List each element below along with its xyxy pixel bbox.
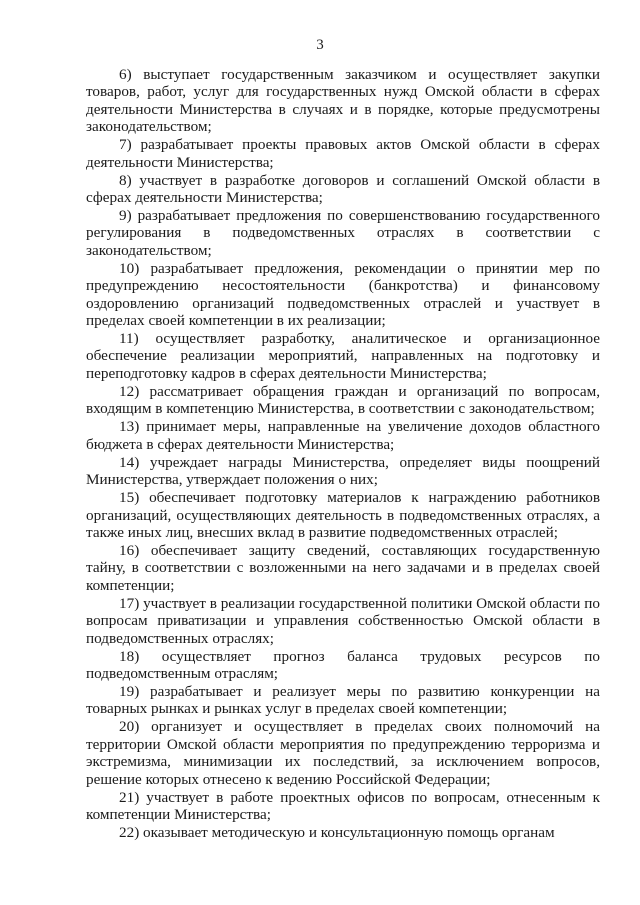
document-body: [86, 66, 600, 842]
list-item: 7) разрабатывает проекты правовых актов Омской области в сферах деятельности Министерства;: [86, 136, 600, 171]
list-item: 14) учреждает награды Министерства, определяет виды поощрений Министерства, утверждает положения о них;: [86, 453, 600, 489]
list-item: 9) разрабатывает предложения по совершенствованию государственного регулирования в подведомственных отраслях в соответствии с законодательством;: [86, 207, 600, 259]
list-item: 20) организует и осуществляет в пределах своих полномочий на территории Омской области мероприятия по предупреждению терроризма и экстремизма, минимизации их последствий, за исключением вопросов, решение которых отнесено к ведению Российской Федерации;: [86, 718, 600, 788]
list-item: 8) участвует в разработке договоров и соглашений Омской области в сферах деятельности Министерства;: [86, 171, 600, 207]
list-item: 19) разрабатывает и реализует меры по развитию конкуренции на товарных рынках и рынках услуг в пределах своей компетенции;: [86, 682, 600, 718]
list-item: 12) рассматривает обращения граждан и организаций по вопросам, входящим в компетенцию Министерства, в соответствии с законодательством;: [86, 382, 600, 418]
list-item: 22) оказывает методическую и консультационную помощь органам: [119, 823, 555, 841]
list-item: 17) участвует в реализации государственной политики Омской области по вопросам приватизации и управления собственностью Омской области в подведомственных отраслях;: [86, 594, 600, 647]
list-item: 11) осуществляет разработку, аналитическое и организационное обеспечение реализации мероприятий, направленных на подготовку и переподготовку кадров в сферах деятельности Министерства;: [86, 330, 600, 382]
list-item: 6) выступает государственным заказчиком и осуществляет закупки товаров, работ, услуг для государственных нужд Омской области в сферах деятельности Министерства в случаях и в порядке, которые предусмотрены законодательством;: [86, 66, 600, 136]
list-item: 16) обеспечивает защиту сведений, составляющих государственную тайну, в соответствии с возложенными на него задачами и в пределах своей компетенции;: [86, 541, 600, 594]
list-item: 13) принимает меры, направленные на увеличение доходов областного бюджета в сферах деятельности Министерства;: [86, 418, 600, 453]
list-item: 18) осуществляет прогноз баланса трудовых ресурсов по подведомственным отраслям;: [86, 647, 600, 682]
page-number: 3: [316, 37, 324, 53]
list-item: 21) участвует в работе проектных офисов по вопросам, отнесенным к компетенции Министерства;: [86, 788, 600, 823]
list-item: 10) разрабатывает предложения, рекомендации о принятии мер по предупреждению несостоятельности (банкротства) и финансовому оздоровлению организаций подведомственных отраслей и участвует в пределах своей компетенции в их реализации;: [86, 259, 600, 330]
list-item: 15) обеспечивает подготовку материалов к награждению работников организаций, осуществляющих деятельность в подведомственных отраслях, а также иных лиц, внесших вклад в развитие подведомственных отраслей;: [86, 489, 600, 541]
